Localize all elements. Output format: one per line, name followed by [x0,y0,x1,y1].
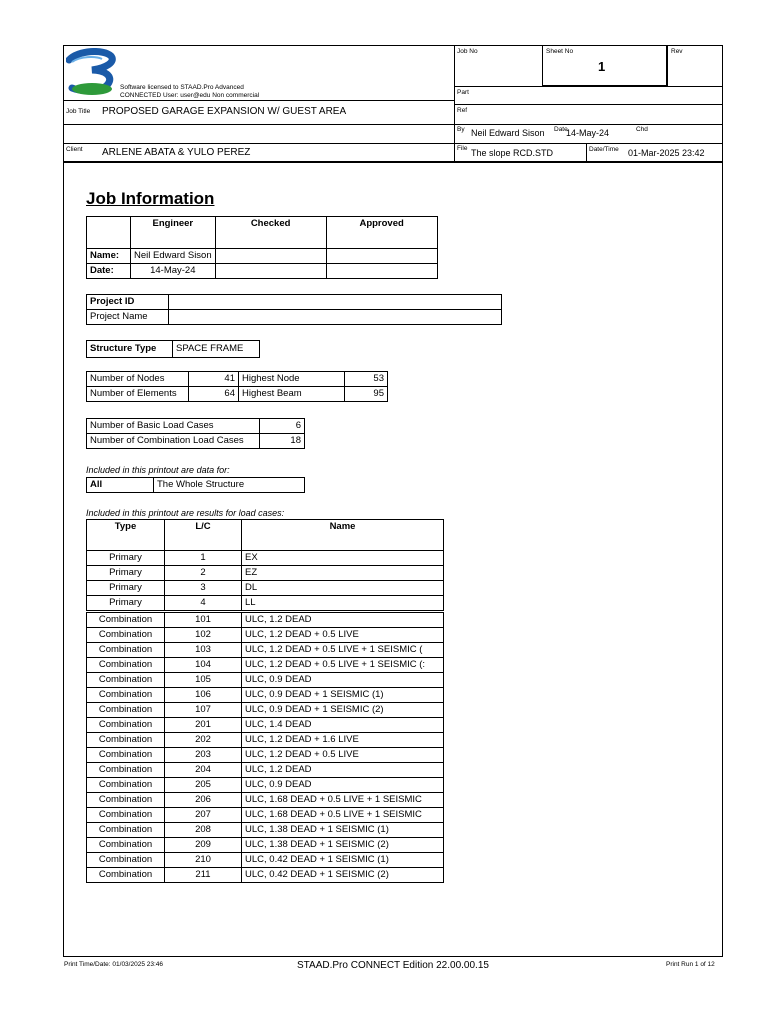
table-row [87,733,444,748]
combo-load-cases-value: 18 [260,434,305,449]
load-case-name: ULC, 1.2 DEAD + 1.6 LIVE [242,733,444,748]
load-case-name: ULC, 0.9 DEAD [242,778,444,793]
table-row [87,673,444,688]
approval-checked-date [215,264,326,279]
load-case-name: ULC, 1.68 DEAD + 0.5 LIVE + 1 SEISMIC [242,793,444,808]
table-row [87,612,444,628]
table-row [87,763,444,778]
load-case-type: Combination [87,808,165,823]
approval-header: Checked [215,217,326,249]
table-row [87,596,444,612]
load-case-number: 206 [165,793,242,808]
datetime-value: 01-Mar-2025 23:42 [628,148,705,158]
load-case-type: Combination [87,643,165,658]
project-name-value [169,310,502,325]
table-row [87,718,444,733]
results-caption: Included in this printout are results for load cases: [86,508,285,518]
table-row [87,748,444,763]
basic-load-cases-value: 6 [260,419,305,434]
ref-label: Ref [457,107,468,114]
load-case-type: Combination [87,838,165,853]
table-row [87,658,444,673]
highest-beam-label: Highest Beam [239,387,345,402]
highest-node-label: Highest Node [239,372,345,387]
by-value: Neil Edward Sison [471,128,545,138]
approval-header: Approved [326,217,437,249]
load-case-number: 3 [165,581,242,596]
load-case-name: EX [242,551,444,566]
table-row [87,703,444,718]
load-case-type: Combination [87,718,165,733]
footer-print-run: Print Run 1 of 12 [666,961,715,968]
approval-header: Engineer [131,217,216,249]
sheet-no-label: Sheet No [546,48,574,55]
load-case-name: ULC, 0.9 DEAD + 1 SEISMIC (1) [242,688,444,703]
load-case-name: ULC, 1.2 DEAD + 0.5 LIVE + 1 SEISMIC ( [242,643,444,658]
structure-type-label: Structure Type [87,341,173,358]
load-case-name: ULC, 1.38 DEAD + 1 SEISMIC (2) [242,838,444,853]
license-line-1: Software licensed to STAAD.Pro Advanced [120,84,244,91]
load-case-number: 107 [165,703,242,718]
approval-engineer-name: Neil Edward Sison [131,249,216,264]
included-data-value: The Whole Structure [154,478,305,493]
load-case-number: 201 [165,718,242,733]
header-divider [586,143,587,161]
project-id-value [169,295,502,310]
table-row [87,688,444,703]
loadcase-count-table [86,418,305,449]
table-row [87,823,444,838]
load-case-name: LL [242,596,444,612]
load-case-type: Primary [87,566,165,581]
load-case-name: ULC, 0.42 DEAD + 1 SEISMIC (1) [242,853,444,868]
date-value: 14-May-24 [566,128,610,138]
load-case-type: Combination [87,868,165,883]
load-case-number: 104 [165,658,242,673]
approval-corner [87,217,131,249]
file-label: File [457,145,468,152]
load-case-type: Combination [87,823,165,838]
load-case-type: Combination [87,703,165,718]
load-case-type: Primary [87,551,165,566]
load-case-number: 204 [165,763,242,778]
load-case-type: Combination [87,778,165,793]
approval-name-label: Name: [87,249,131,264]
header-divider [63,100,454,101]
table-row [87,778,444,793]
load-case-number: 4 [165,596,242,612]
project-id-label: Project ID [87,295,169,310]
load-case-type: Combination [87,658,165,673]
load-case-type: Combination [87,763,165,778]
header-divider [63,124,723,125]
header-divider [454,86,723,87]
header-divider [454,104,723,105]
load-case-number: 103 [165,643,242,658]
results-body [87,551,444,883]
load-case-name: ULC, 1.2 DEAD + 0.5 LIVE + 1 SEISMIC (: [242,658,444,673]
load-case-name: ULC, 1.4 DEAD [242,718,444,733]
highest-node-value: 53 [345,372,388,387]
nodes-value: 41 [189,372,239,387]
load-case-name: DL [242,581,444,596]
job-title: PROPOSED GARAGE EXPANSION W/ GUEST AREA [102,106,347,117]
load-case-number: 209 [165,838,242,853]
load-case-type: Combination [87,612,165,628]
structure-table [86,340,260,358]
load-case-name: ULC, 1.2 DEAD + 0.5 LIVE [242,628,444,643]
load-case-type: Combination [87,853,165,868]
table-row [87,868,444,883]
table-row [87,566,444,581]
load-case-type: Combination [87,673,165,688]
load-case-name: ULC, 0.9 DEAD + 1 SEISMIC (2) [242,703,444,718]
highest-beam-value: 95 [345,387,388,402]
included-data-caption: Included in this printout are data for: [86,465,230,475]
header-divider [63,161,723,163]
header-divider [667,45,668,86]
structure-type-value: SPACE FRAME [173,341,260,358]
header-divider [454,45,455,161]
approval-table [86,216,438,279]
load-case-type: Primary [87,581,165,596]
load-case-number: 211 [165,868,242,883]
footer-edition: STAAD.Pro CONNECT Edition 22.00.00.15 [297,960,489,971]
results-header: L/C [165,520,242,551]
table-row [87,581,444,596]
results-table [86,519,444,883]
client-label: Client [66,146,83,153]
table-row [87,643,444,658]
load-case-name: EZ [242,566,444,581]
file-value: The slope RCD.STD [471,148,554,158]
load-case-number: 210 [165,853,242,868]
included-data-key: All [87,478,154,493]
load-case-type: Combination [87,793,165,808]
table-row [87,838,444,853]
load-case-number: 203 [165,748,242,763]
approval-approved-name [326,249,437,264]
job-no-label: Job No [457,48,478,55]
load-case-type: Combination [87,688,165,703]
combo-load-cases-label: Number of Combination Load Cases [87,434,260,449]
footer-print-time: Print Time/Date: 01/03/2025 23:46 [64,961,164,968]
chd-label: Chd [636,126,648,133]
load-case-number: 2 [165,566,242,581]
rev-label: Rev [671,48,683,55]
table-row [87,628,444,643]
results-header: Type [87,520,165,551]
load-case-number: 208 [165,823,242,838]
load-case-name: ULC, 0.42 DEAD + 1 SEISMIC (2) [242,868,444,883]
elements-label: Number of Elements [87,387,189,402]
sheet-no-value: 1 [598,59,606,74]
load-case-name: ULC, 1.38 DEAD + 1 SEISMIC (1) [242,823,444,838]
approval-checked-name [215,249,326,264]
counts-table [86,371,388,402]
section-title: Job Information [86,189,215,208]
load-case-name: ULC, 1.68 DEAD + 0.5 LIVE + 1 SEISMIC [242,808,444,823]
table-row [87,793,444,808]
datetime-label: Date/Time [589,146,619,153]
load-case-number: 102 [165,628,242,643]
load-case-number: 106 [165,688,242,703]
approval-date-label: Date: [87,264,131,279]
load-case-name: ULC, 1.2 DEAD [242,612,444,628]
results-header: Name [242,520,444,551]
load-case-number: 207 [165,808,242,823]
load-case-name: ULC, 0.9 DEAD [242,673,444,688]
project-name-label: Project Name [87,310,169,325]
load-case-number: 1 [165,551,242,566]
client-name: ARLENE ABATA & YULO PEREZ [102,147,251,158]
table-row [87,808,444,823]
part-label: Part [457,89,469,96]
table-row [87,551,444,566]
load-case-type: Combination [87,628,165,643]
nodes-label: Number of Nodes [87,372,189,387]
load-case-name: ULC, 1.2 DEAD [242,763,444,778]
table-row [87,853,444,868]
project-table [86,294,502,325]
license-line-2: CONNECTED User: user@edu Non commercial [120,92,260,99]
header-divider [63,143,723,144]
load-case-type: Combination [87,748,165,763]
load-case-type: Combination [87,733,165,748]
approval-approved-date [326,264,437,279]
basic-load-cases-label: Number of Basic Load Cases [87,419,260,434]
load-case-number: 205 [165,778,242,793]
staad-logo-icon [66,48,118,98]
by-label: By [457,126,465,133]
load-case-type: Primary [87,596,165,612]
approval-engineer-date: 14-May-24 [131,264,216,279]
load-case-number: 202 [165,733,242,748]
included-data-table [86,477,305,493]
load-case-number: 101 [165,612,242,628]
job-title-label: Job Title [66,108,91,115]
load-case-name: ULC, 1.2 DEAD + 0.5 LIVE [242,748,444,763]
load-case-number: 105 [165,673,242,688]
elements-value: 64 [189,387,239,402]
date-label: Date [554,126,568,133]
